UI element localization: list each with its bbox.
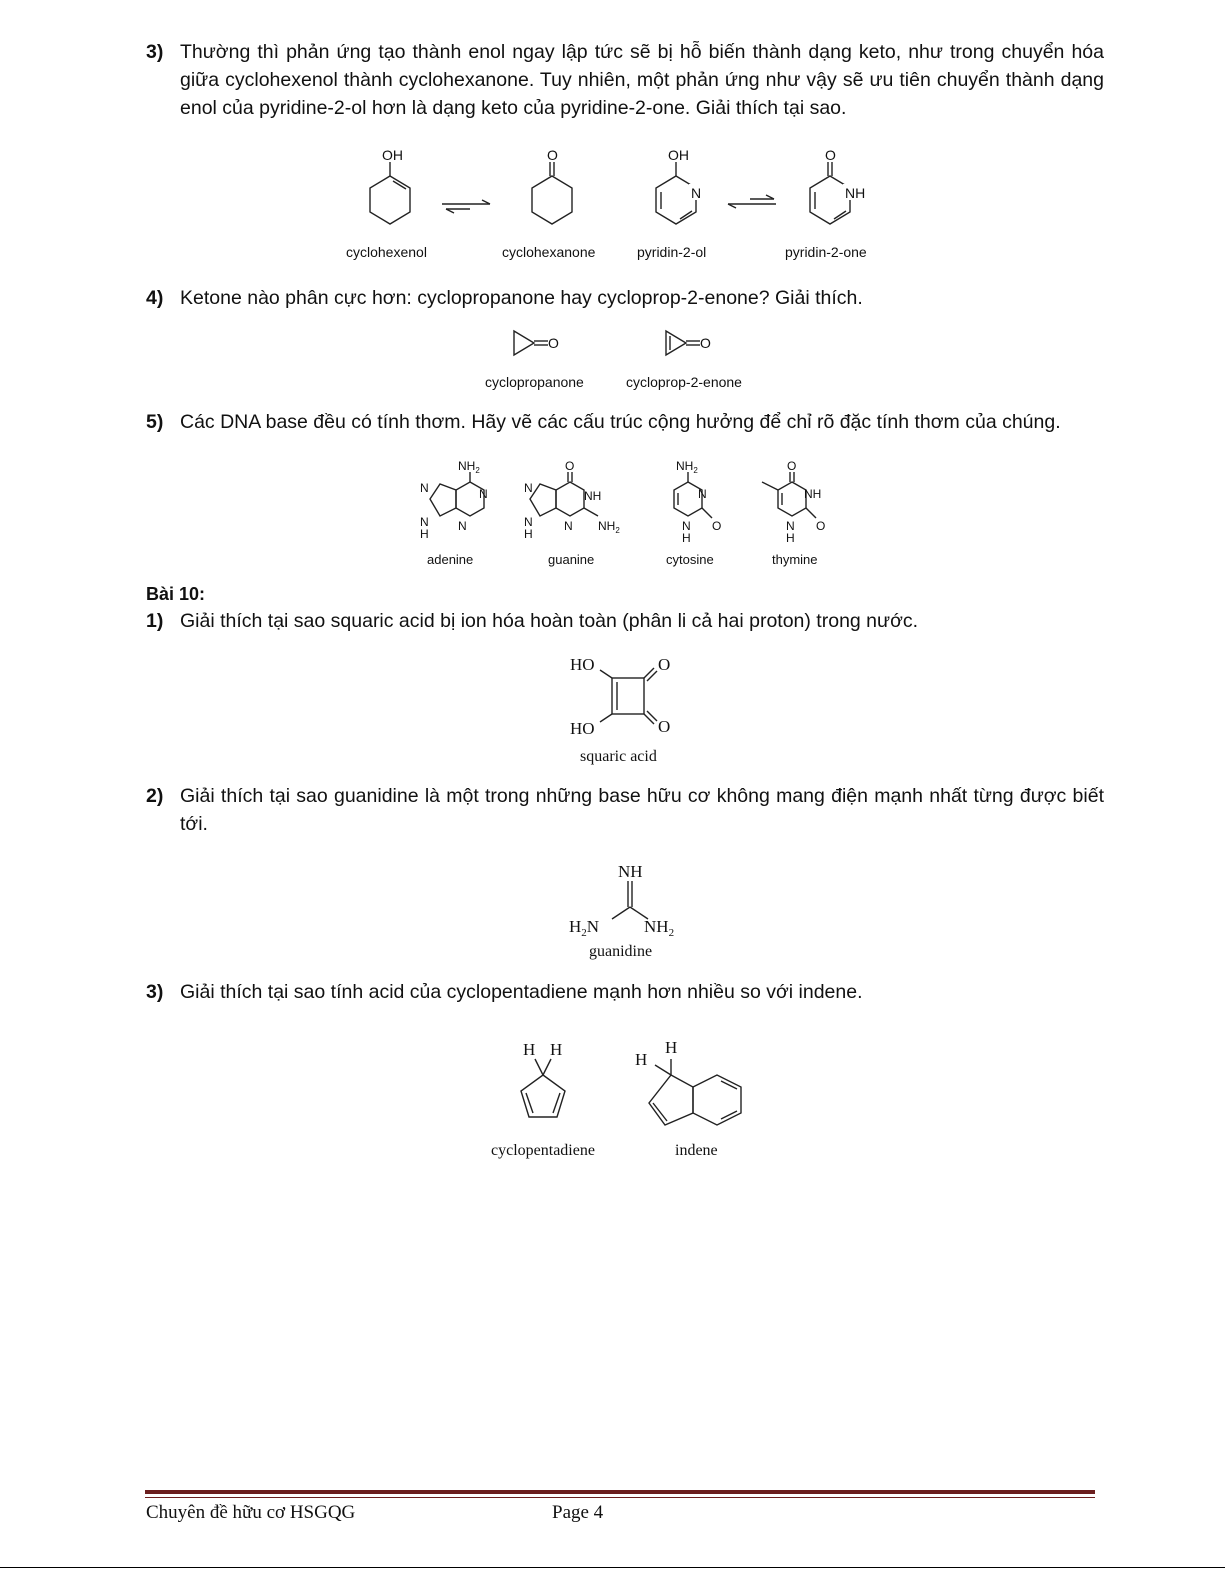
guanidine-structure — [569, 862, 674, 939]
pyridin-2-ol-structure — [656, 147, 703, 224]
atom-label: O — [547, 147, 558, 163]
atom-label: O — [712, 519, 722, 533]
atom-label: $NH_2$ — [644, 917, 675, 939]
atom-label: N — [524, 481, 533, 495]
question-number: 2) — [146, 785, 164, 807]
atom-label: O — [700, 335, 711, 351]
atom-label: O — [787, 459, 797, 473]
question-5 — [146, 408, 1104, 436]
atom-label: H — [635, 1050, 648, 1069]
squaric-acid-figure — [560, 648, 690, 770]
atom-label: N — [420, 481, 429, 495]
atom-label: O — [565, 459, 575, 473]
bai10-question-2 — [146, 782, 1104, 838]
question-text: Ketone nào phân cực hơn: cyclopropanone hay cycloprop-2-enone? Giải thích. — [180, 287, 863, 309]
compound-label: guanidine — [589, 943, 653, 960]
page-edge-line — [0, 1567, 1225, 1568]
atom-label: N — [564, 519, 573, 533]
atom-label: NH — [584, 489, 602, 503]
compound-label: cycloprop-2-enone — [626, 374, 742, 390]
dna-bases-figure — [400, 452, 850, 577]
compound-label: pyridin-2-ol — [637, 244, 707, 260]
equilibrium-arrow-1 — [442, 200, 490, 213]
bai10-question-3 — [146, 978, 1104, 1006]
cyclopropanone-structure — [514, 331, 559, 355]
atom-label: H — [550, 1040, 563, 1059]
atom-label: NH — [618, 862, 643, 881]
atom-label: H — [665, 1038, 678, 1057]
compound-label: cytosine — [666, 552, 714, 567]
question-text: Thường thì phản ứng tạo thành enol ngay lập tức sẽ bị hỗ biến thành dạng keto, như trong chuyển hóa giữa cyclohexenol thành cyclohexanone. Tuy nhiên, một phản ứng như vậy sẽ ưu tiên chuyển thành dạng enol của pyridine-2-ol hơn là dạng keto của pyridine-2-one. Giải thích tại sao. — [180, 41, 1104, 119]
question-number: 3) — [146, 981, 164, 1003]
atom-label: H — [420, 527, 429, 541]
compound-label: indene — [675, 1142, 718, 1159]
squaric-acid-structure — [570, 655, 670, 738]
cyclopropanone-figure — [480, 325, 780, 395]
atom-label: O — [658, 655, 671, 674]
compound-label: adenine — [427, 552, 474, 567]
adenine-structure — [420, 459, 488, 541]
question-number: 5) — [146, 411, 164, 433]
question-text: Giải thích tại sao tính acid của cyclopentadiene mạnh hơn nhiều so với indene. — [180, 981, 863, 1003]
question-4 — [146, 284, 1104, 312]
cyclohexanone-structure — [532, 147, 572, 224]
atom-label: N — [682, 519, 691, 533]
compound-label: cyclohexanone — [502, 244, 596, 260]
section-heading: Bài 10: — [146, 584, 206, 604]
atom-label: H — [786, 531, 795, 545]
atom-label: O — [816, 519, 826, 533]
atom-label: N — [698, 487, 707, 501]
compound-label: pyridin-2-one — [785, 244, 867, 260]
atom-label: H — [682, 531, 691, 545]
atom-label: H — [523, 1040, 536, 1059]
question-text: Các DNA base đều có tính thơm. Hãy vẽ các cấu trúc cộng hưởng để chỉ rõ đặc tính thơm của chúng. — [180, 411, 1061, 433]
atom-label: O — [658, 717, 671, 736]
footer-title: Chuyên đề hữu cơ HSGQG — [146, 1502, 356, 1523]
atom-label: OH — [668, 147, 689, 163]
atom-label: $NH_2$ — [598, 519, 620, 535]
atom-label: N — [420, 515, 429, 529]
compound-label: cyclopropanone — [485, 374, 584, 390]
cycloprop-2-enone-structure — [666, 331, 711, 355]
cyclopentadiene-indene-figure — [485, 1035, 765, 1165]
guanidine-figure — [560, 855, 700, 965]
atom-label: $H_2N$ — [569, 917, 600, 939]
question-number: 4) — [146, 287, 164, 309]
question-number: 3) — [146, 41, 164, 63]
guanine-structure — [524, 459, 620, 541]
compound-label: thymine — [772, 552, 818, 567]
page-number: Page 4 — [552, 1502, 604, 1523]
equilibrium-arrow-2 — [728, 195, 776, 208]
atom-label: OH — [382, 147, 403, 163]
atom-label: N — [691, 185, 702, 201]
footer-rule-thick — [145, 1490, 1095, 1494]
question-3 — [146, 38, 1104, 122]
question-text: Giải thích tại sao guanidine là một trong những base hữu cơ không mang điện mạnh nhất từng được biết tới. — [180, 785, 1104, 835]
cyclopentadiene-structure — [521, 1040, 565, 1117]
atom-label: $NH_2$ — [458, 459, 480, 475]
atom-label: O — [548, 335, 559, 351]
bai10-question-1 — [146, 607, 1104, 635]
atom-label: $NH_2$ — [676, 459, 698, 475]
atom-label: N — [479, 487, 488, 501]
question-number: 1) — [146, 610, 164, 632]
tautomer-figure — [330, 140, 900, 270]
atom-label: HO — [570, 719, 595, 738]
pyridin-2-one-structure — [810, 147, 871, 224]
atom-label: NH — [845, 185, 866, 201]
atom-label: N — [786, 519, 795, 533]
compound-label: cyclohexenol — [346, 244, 427, 260]
footer-rule-thin — [145, 1497, 1095, 1498]
cytosine-structure — [674, 459, 721, 545]
atom-label: HO — [570, 655, 595, 674]
atom-label: NH — [804, 487, 822, 501]
compound-label: squaric acid — [580, 748, 657, 765]
compound-label: guanine — [548, 552, 595, 567]
atom-label: N — [458, 519, 467, 533]
atom-label: H — [524, 527, 533, 541]
question-text: Giải thích tại sao squaric acid bị ion hóa hoàn toàn (phân li cả hai proton) trong nước. — [180, 610, 919, 632]
atom-label: N — [524, 515, 533, 529]
cyclohexenol-structure — [370, 147, 410, 224]
indene-structure — [635, 1038, 741, 1125]
atom-label: O — [825, 147, 836, 163]
thymine-structure — [762, 459, 825, 545]
compound-label: cyclopentadiene — [491, 1142, 595, 1159]
